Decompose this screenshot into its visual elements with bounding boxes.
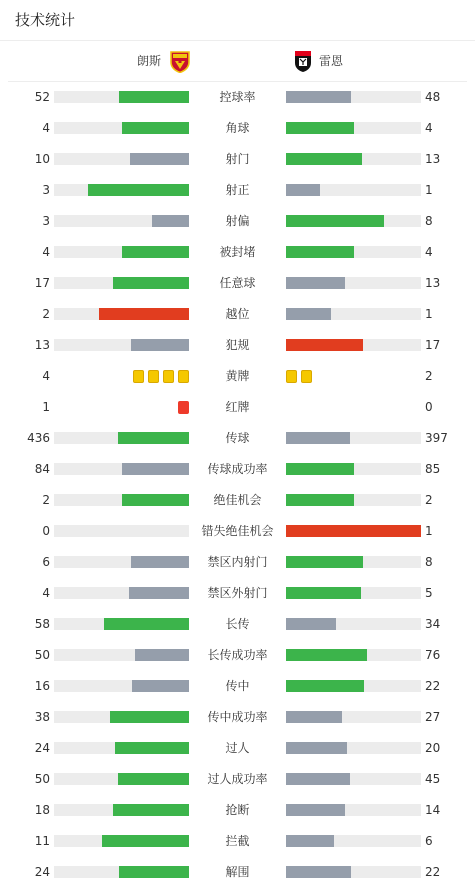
home-bar-fill: [119, 866, 189, 878]
home-bar-track: [54, 308, 189, 320]
home-bar-fill: [131, 339, 190, 351]
stat-label: 黄牌: [225, 369, 250, 383]
stat-row: [0, 237, 475, 268]
stat-label: 越位: [225, 307, 250, 321]
away-bar-track: [286, 525, 421, 537]
home-bar-track: [54, 587, 189, 599]
away-bar-fill: [286, 680, 364, 692]
away-bar-fill: [286, 587, 361, 599]
away-bar-fill: [286, 804, 345, 816]
away-bar-track: [286, 618, 421, 630]
away-bar-track: [286, 215, 421, 227]
home-bar-fill: [122, 246, 190, 258]
stat-label: 传球成功率: [207, 462, 268, 476]
stat-row: [0, 671, 475, 702]
stat-label: 任意球: [219, 276, 256, 290]
away-bar-track: [286, 742, 421, 754]
yellow-card-icon: [178, 370, 189, 383]
stat-label: 长传成功率: [207, 648, 268, 662]
away-bar-fill: [286, 494, 354, 506]
away-bar-track: [286, 153, 421, 165]
away-value: 27: [425, 710, 441, 724]
away-bar-track: [286, 835, 421, 847]
away-bar-track: [286, 122, 421, 134]
home-bar-track: [54, 494, 189, 506]
home-bar-fill: [152, 215, 189, 227]
stat-label: 绝佳机会: [213, 493, 262, 507]
home-bar-fill: [113, 277, 190, 289]
away-value: 48: [425, 90, 441, 104]
away-bar-fill: [286, 866, 351, 878]
stat-label: 解围: [225, 865, 250, 879]
home-bar-fill: [129, 587, 189, 599]
home-bar-track: [54, 525, 189, 537]
stat-row: [0, 578, 475, 609]
home-bar-fill: [132, 680, 189, 692]
home-value: 11: [34, 834, 50, 848]
stat-label: 拦截: [225, 834, 250, 848]
home-value: 4: [42, 586, 50, 600]
stat-label: 控球率: [219, 90, 256, 104]
stat-row: [0, 361, 475, 392]
away-value: 2: [425, 493, 433, 507]
home-bar-track: [54, 742, 189, 754]
away-bar-fill: [286, 463, 354, 475]
stat-label: 被封堵: [219, 245, 256, 259]
home-value: 52: [34, 90, 50, 104]
home-value: 18: [34, 803, 50, 817]
away-value: 22: [425, 679, 441, 693]
home-bar-fill: [131, 556, 189, 568]
home-bar-track: [54, 122, 189, 134]
home-value: 16: [34, 679, 50, 693]
home-bar-fill: [113, 804, 189, 816]
home-value: 4: [42, 121, 50, 135]
away-value: 5: [425, 586, 433, 600]
away-value: 14: [425, 803, 441, 817]
away-bar-track: [286, 432, 421, 444]
home-bar-fill: [135, 649, 189, 661]
away-bar-fill: [286, 153, 362, 165]
away-bar-fill: [286, 184, 320, 196]
home-bar-fill: [104, 618, 189, 630]
home-bar-track: [54, 215, 189, 227]
home-bar-track: [54, 556, 189, 568]
away-bar-track: [286, 339, 421, 351]
stat-row: [0, 392, 475, 423]
home-bar-track: [54, 432, 189, 444]
lens-crest-icon: [169, 49, 191, 73]
away-value: 34: [425, 617, 441, 631]
home-value: 50: [34, 648, 50, 662]
stat-label: 过人成功率: [207, 772, 268, 786]
away-value: 8: [425, 214, 433, 228]
away-bar-fill: [286, 556, 363, 568]
home-bar-fill: [119, 91, 189, 103]
page-header: [0, 0, 475, 41]
yellow-card-icon: [148, 370, 159, 383]
stat-row: [0, 454, 475, 485]
stat-row: [0, 144, 475, 175]
home-bar-track: [54, 835, 189, 847]
away-bar-fill: [286, 215, 384, 227]
stat-label: 长传: [225, 617, 250, 631]
away-bar-fill: [286, 432, 350, 444]
home-bar-track: [54, 246, 189, 258]
stat-row: [0, 206, 475, 237]
away-value: 0: [425, 400, 433, 414]
stat-label: 过人: [225, 741, 250, 755]
stat-row: [0, 547, 475, 578]
away-value: 397: [425, 431, 448, 445]
home-bar-fill: [102, 835, 189, 847]
away-value: 4: [425, 245, 433, 259]
stat-label: 红牌: [225, 400, 250, 414]
away-value: 76: [425, 648, 441, 662]
stat-row: [0, 175, 475, 206]
home-value: 2: [42, 493, 50, 507]
stat-label: 抢断: [225, 803, 250, 817]
home-value: 6: [42, 555, 50, 569]
home-bar-fill: [122, 494, 190, 506]
teams-bar: [8, 41, 467, 82]
away-bar-fill: [286, 339, 363, 351]
home-value: 3: [42, 183, 50, 197]
home-value: 2: [42, 307, 50, 321]
home-bar-track: [54, 711, 189, 723]
away-cards: [286, 370, 312, 383]
away-bar-fill: [286, 91, 351, 103]
away-value: 85: [425, 462, 441, 476]
home-bar-track: [54, 153, 189, 165]
stat-row: [0, 299, 475, 330]
home-bar-track: [54, 618, 189, 630]
home-bar-track: [54, 773, 189, 785]
stat-row: [0, 826, 475, 857]
home-bar-track: [54, 91, 189, 103]
stat-row: [0, 113, 475, 144]
away-bar-track: [286, 184, 421, 196]
away-value: 1: [425, 307, 433, 321]
stat-row: [0, 640, 475, 671]
stat-label: 传中: [225, 679, 250, 693]
stat-label: 射门: [225, 152, 250, 166]
away-value: 17: [425, 338, 441, 352]
stat-row: [0, 423, 475, 454]
stat-row: [0, 82, 475, 113]
away-value: 22: [425, 865, 441, 879]
yellow-card-icon: [301, 370, 312, 383]
home-bar-fill: [122, 122, 190, 134]
away-value: 4: [425, 121, 433, 135]
away-bar-fill: [286, 742, 347, 754]
away-bar-fill: [286, 122, 354, 134]
home-value: 50: [34, 772, 50, 786]
stat-label: 传球: [225, 431, 250, 445]
home-bar-fill: [110, 711, 189, 723]
home-value: 24: [34, 741, 50, 755]
stat-row: [0, 764, 475, 795]
away-bar-track: [286, 91, 421, 103]
away-value: 2: [425, 369, 433, 383]
away-bar-track: [286, 680, 421, 692]
stat-row: [0, 485, 475, 516]
home-bar-fill: [122, 463, 189, 475]
away-bar-track: [286, 246, 421, 258]
stats-list: [0, 82, 475, 888]
away-bar-track: [286, 711, 421, 723]
home-cards: [178, 401, 189, 414]
home-value: 3: [42, 214, 50, 228]
home-bar-track: [54, 339, 189, 351]
home-team-name: 朗斯: [137, 54, 162, 68]
away-bar-fill: [286, 246, 354, 258]
home-value: 17: [34, 276, 50, 290]
home-bar-fill: [118, 432, 189, 444]
away-value: 20: [425, 741, 441, 755]
home-value: 13: [34, 338, 50, 352]
home-value: 436: [27, 431, 50, 445]
yellow-card-icon: [163, 370, 174, 383]
away-bar-track: [286, 773, 421, 785]
away-bar-track: [286, 649, 421, 661]
stat-row: [0, 516, 475, 547]
away-bar-fill: [286, 308, 331, 320]
stat-row: [0, 609, 475, 640]
stat-label: 角球: [225, 121, 250, 135]
stat-row: [0, 795, 475, 826]
away-bar-track: [286, 494, 421, 506]
away-bar-fill: [286, 525, 421, 537]
stat-label: 射正: [225, 183, 250, 197]
away-bar-track: [286, 463, 421, 475]
home-value: 0: [42, 524, 50, 538]
away-bar-fill: [286, 773, 350, 785]
home-bar-fill: [130, 153, 189, 165]
home-value: 4: [42, 369, 50, 383]
home-value: 1: [42, 400, 50, 414]
home-value: 4: [42, 245, 50, 259]
home-bar-fill: [99, 308, 189, 320]
home-cards: [133, 370, 189, 383]
home-value: 38: [34, 710, 50, 724]
home-bar-fill: [118, 773, 189, 785]
away-bar-track: [286, 804, 421, 816]
stat-row: [0, 733, 475, 764]
home-bar-track: [54, 866, 189, 878]
away-bar-track: [286, 587, 421, 599]
home-bar-track: [54, 804, 189, 816]
away-bar-track: [286, 308, 421, 320]
away-value: 8: [425, 555, 433, 569]
away-bar-fill: [286, 277, 345, 289]
away-bar-fill: [286, 618, 336, 630]
away-team[interactable]: [292, 49, 343, 73]
home-value: 24: [34, 865, 50, 879]
stat-label: 射偏: [225, 214, 250, 228]
stat-label: 犯规: [225, 338, 250, 352]
away-bar-track: [286, 866, 421, 878]
home-bar-track: [54, 277, 189, 289]
away-value: 45: [425, 772, 441, 786]
home-bar-track: [54, 463, 189, 475]
stat-row: [0, 268, 475, 299]
stat-row: [0, 330, 475, 361]
home-value: 58: [34, 617, 50, 631]
away-value: 13: [425, 152, 441, 166]
stat-row: [0, 857, 475, 888]
rennes-crest-icon: [292, 49, 314, 73]
home-bar-fill: [115, 742, 189, 754]
stat-label: 错失绝佳机会: [201, 524, 274, 538]
home-value: 10: [34, 152, 50, 166]
away-bar-track: [286, 277, 421, 289]
home-bar-track: [54, 649, 189, 661]
home-value: 84: [34, 462, 50, 476]
away-value: 1: [425, 524, 433, 538]
home-team[interactable]: [137, 49, 191, 73]
home-bar-fill: [88, 184, 189, 196]
home-bar-track: [54, 680, 189, 692]
yellow-card-icon: [133, 370, 144, 383]
stat-label: 禁区内射门: [207, 555, 268, 569]
page-title: 技术统计: [15, 11, 76, 29]
away-bar-fill: [286, 835, 334, 847]
away-value: 13: [425, 276, 441, 290]
stat-label: 传中成功率: [207, 710, 268, 724]
away-value: 1: [425, 183, 433, 197]
stat-row: [0, 702, 475, 733]
away-bar-track: [286, 556, 421, 568]
stat-label: 禁区外射门: [207, 586, 268, 600]
home-bar-track: [54, 184, 189, 196]
yellow-card-icon: [286, 370, 297, 383]
away-bar-fill: [286, 649, 367, 661]
away-bar-fill: [286, 711, 342, 723]
away-value: 6: [425, 834, 433, 848]
away-team-name: 雷恩: [319, 54, 344, 68]
red-card-icon: [178, 401, 189, 414]
